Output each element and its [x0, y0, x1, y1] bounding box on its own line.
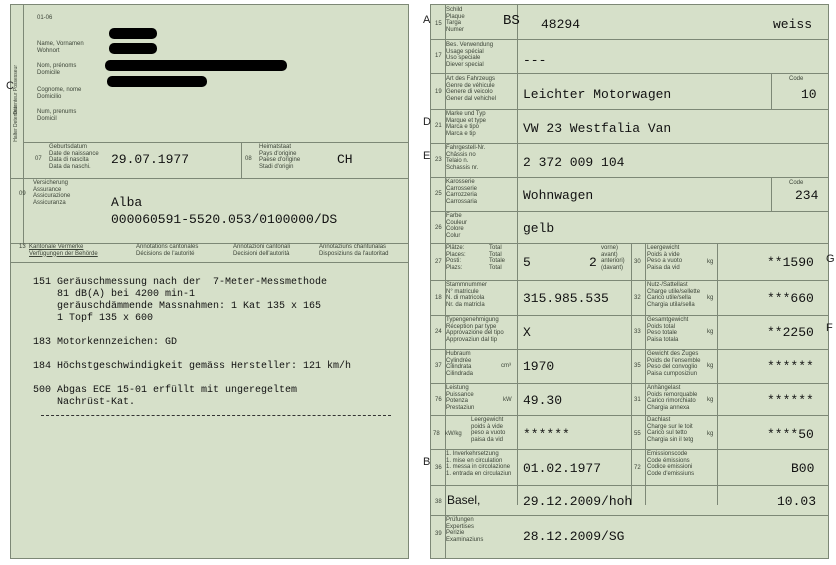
redacted-name-2 — [109, 43, 157, 54]
f72-num: 72 — [634, 465, 641, 471]
f36-num: 36 — [435, 465, 442, 471]
trailer-kg: kg — [707, 397, 714, 403]
side-label-owner: Détenteur Possesseur — [13, 65, 19, 115]
payload-kg: kg — [707, 295, 714, 301]
f17-num: 17 — [435, 53, 442, 59]
make-type: VW 23 Westfalia Van — [523, 121, 672, 136]
annotation-line — [33, 349, 351, 361]
roof-load: ****50 — [767, 427, 814, 442]
power: 49.30 — [523, 393, 563, 408]
name-label: Name, Vornamen Wohnort — [37, 41, 84, 54]
make-label: Marke und Typ Marque et type Marca e tipo Marca e tip — [446, 111, 487, 137]
marker-a: A — [423, 14, 431, 26]
annotation-line: Nachrüst-Kat. — [33, 397, 136, 408]
plate-number: 48294 — [541, 17, 581, 32]
power-weight-unit: kW/kg — [445, 431, 462, 437]
f32-num: 32 — [634, 295, 641, 301]
redacted-address-1 — [105, 60, 287, 71]
annotations-fr-label: Annotations cantonales Décisions de l'autorité — [136, 244, 199, 257]
seats-total-label: Total Total Totale Total — [489, 245, 506, 271]
annotations-it-label: Annotazioni cantonali Decisioni dell'autorità — [233, 244, 291, 257]
body-label: Karosserie Carrosserie Carrozzeria Carrossaria — [446, 179, 478, 205]
annotation-line: 184 Höchstgeschwindigkeit gemäss Hersteller: 121 km/h — [33, 361, 352, 372]
left-card — [10, 4, 409, 559]
birth-date-value: 29.07.1977 — [111, 152, 190, 167]
body-code-label: Code — [789, 180, 804, 186]
power-weight-ratio: ****** — [523, 427, 570, 442]
body-type: Wohnwagen — [523, 188, 594, 203]
inspection-label: Prüfungen Expertises Perizie Examinaziuns — [446, 517, 484, 543]
trailer-label: Anhängelast Poids remorquable Carico rimorchiato Chargia annexa — [647, 385, 698, 411]
empty-weight-kg: kg — [707, 259, 714, 265]
plate-canton: BS — [503, 13, 520, 29]
name-rm-label: Num, prenums Domicil — [37, 109, 77, 122]
annotation-line: 183 Motorkennzeichen: GD — [33, 337, 178, 348]
f33-num: 33 — [634, 329, 641, 335]
train-weight-kg: kg — [707, 363, 714, 369]
f76-num: 76 — [435, 397, 442, 403]
f19-num: 19 — [435, 89, 442, 95]
marker-g: G — [826, 253, 835, 265]
f30-num: 30 — [634, 259, 641, 265]
nom-label: Nom, prénoms Domicile — [37, 63, 77, 76]
seats-label: Plätze: Places: Posti: Plazs: — [446, 245, 466, 271]
matricule-number: 315.985.535 — [523, 291, 609, 306]
birth-num: 07 — [35, 156, 42, 162]
annotations-de-label: Kantonale Vermerke Verfügungen der Behörde — [29, 244, 98, 257]
f26-num: 26 — [435, 225, 442, 231]
kind-code: 10 — [801, 87, 817, 102]
side-label-holder: Halter Detenteur — [13, 105, 19, 142]
payload-label: Nutz-/Sattellast Charge utile/sellette Carico utile/sella Chargia utila/sella — [647, 282, 701, 308]
insurance-number: 000060591-5520.053/0100000/DS — [111, 212, 338, 227]
type-approval-label: Typengenehmigung Réception par type Approvazione del tipo Approvaziun dal tip — [446, 317, 504, 343]
displacement-unit: cm³ — [501, 363, 511, 369]
matricule-label: Stammnummer N° matricule N. di matricola Nr. da matricla — [446, 282, 488, 308]
usage-value: --- — [523, 53, 547, 68]
power-label: Leistung Puissance Potenza Prestaziun — [446, 385, 475, 411]
chassis-label: Fahrgestell-Nr. Châssis no Telaio n. Schassis nr. — [446, 145, 486, 171]
origin-num: 08 — [245, 156, 252, 162]
insurance-name: Alba — [111, 195, 143, 210]
annotation-line — [33, 325, 351, 337]
annotation-line: 1 Topf 135 x 600 — [33, 313, 154, 324]
origin-value: CH — [337, 152, 353, 167]
power-weight-label: Leergewicht poids à vide peso a vuoto paisa da vid — [471, 417, 506, 443]
displacement-label: Hubraum Cylindrée Cilindrata Cilindrada — [446, 351, 474, 377]
f15-num: 15 — [435, 21, 442, 27]
seats-front-label: vorne) avant) anteriori) (davant) — [601, 245, 625, 271]
birth-label: Geburtsdatum Date de naissance Data di nascita Data da naschi. — [49, 144, 99, 170]
issue-number: 10.03 — [777, 494, 817, 509]
displacement: 1970 — [523, 359, 555, 374]
marker-d: D — [423, 116, 431, 128]
f23-num: 23 — [435, 157, 442, 163]
first-registration: 01.02.1977 — [523, 461, 602, 476]
right-card — [430, 4, 829, 559]
field-01-06-number: 01-06 — [37, 15, 53, 21]
issue-date: 29.12.2009/hoh — [523, 494, 633, 509]
f39-num: 39 — [435, 531, 442, 537]
first-reg-label: 1. Inverkehrsetzung 1. mise en circulation 1. messa in circolazione 1. entrada en circulaziun — [446, 451, 512, 477]
f18-num: 18 — [435, 295, 442, 301]
annotation-line — [33, 373, 351, 385]
type-approval: X — [523, 325, 531, 340]
f38-num: 38 — [435, 499, 442, 505]
f78-num: 78 — [433, 431, 440, 437]
chassis-number: 2 372 009 104 — [523, 155, 625, 170]
f24-num: 24 — [435, 329, 442, 335]
f21-num: 21 — [435, 123, 442, 129]
plate-color: weiss — [773, 17, 813, 32]
origin-label: Heimatstaat Pays d'origine Paese d'origine Stadi d'origin — [259, 144, 301, 170]
f31-num: 31 — [634, 397, 641, 403]
kind-label: Art des Fahrzeugs Genre de véhicule Genere di veicolo Gener dal vehichel — [446, 76, 497, 102]
f27-num: 27 — [435, 259, 442, 265]
seats-total: 5 — [523, 255, 531, 270]
annotation-line: geräuschdämmende Massnahmen: 1 Kat 135 x 165 — [33, 301, 322, 312]
marker-b: B — [423, 456, 431, 468]
marker-f: F — [826, 322, 833, 334]
empty-weight-label: Leergewicht Poids à vide Peso a vuoto Paisa da vid — [647, 245, 683, 271]
plate-label: Schild Plaque Targa Numer — [446, 7, 465, 33]
f35-num: 35 — [634, 363, 641, 369]
payload-value: ***660 — [767, 291, 814, 306]
annotations-end-dashes — [41, 415, 391, 416]
total-weight-label: Gesamtgewicht Poids total Peso totale Paisa totala — [647, 317, 689, 343]
marker-e: E — [423, 150, 431, 162]
f25-num: 25 — [435, 191, 442, 197]
power-unit: kW — [503, 397, 512, 403]
annotations-rm-label: Annotaziuns chantunalas Disposiziuns da l'autoritad — [319, 244, 389, 257]
color-value: gelb — [523, 221, 555, 236]
roof-label: Dachlast Charge sur le toit Carico sul tetto Chargia sin il tetg — [647, 417, 694, 443]
emission-code: B00 — [791, 461, 815, 476]
seats-front: 2 — [589, 255, 597, 270]
trailer-load: ****** — [767, 393, 814, 408]
body-code: 234 — [795, 188, 819, 203]
annotations-notes — [33, 277, 351, 409]
marker-c: C — [6, 80, 14, 92]
annotation-line: 500 Abgas ECE 15-01 erfüllt mit ungeregeltem — [33, 385, 298, 396]
cognome-label: Cognome, nome Domicilio — [37, 87, 82, 100]
issue-place: Basel, — [447, 493, 481, 507]
annotation-line: 151 Geräuschmessung nach der 7-Meter-Messmethode — [33, 277, 328, 288]
redacted-name-1 — [109, 28, 157, 39]
color-label: Farbe Couleur Colore Colur — [446, 213, 468, 239]
kind-code-label: Code — [789, 76, 804, 82]
train-weight: ****** — [767, 359, 814, 374]
empty-weight: **1590 — [767, 255, 814, 270]
vehicle-kind: Leichter Motorwagen — [523, 87, 672, 102]
usage-label: Bes. Verwendung Usage spécial Uso speciale Diever special — [446, 42, 494, 68]
annotations-num: 13 — [19, 244, 26, 250]
total-weight-kg: kg — [707, 329, 714, 335]
f55-num: 55 — [634, 431, 641, 437]
insurance-num: 09 — [19, 191, 26, 197]
inspection-date: 28.12.2009/SG — [523, 529, 625, 544]
roof-kg: kg — [707, 431, 714, 437]
insurance-label: Versicherung Assurance Assicurazione Assicuranza — [33, 180, 71, 206]
redacted-address-2 — [107, 76, 207, 87]
total-weight: **2250 — [767, 325, 814, 340]
emission-label: Emissionscode Code émissions Codice emissioni Code d'emissiuns — [647, 451, 695, 477]
train-weight-label: Gewicht des Zuges Poids de l'ensemble Peso del convoglio Paisa cumposiziun — [647, 351, 701, 377]
annotation-line: 81 dB(A) bei 4200 min-1 — [33, 289, 196, 300]
f37-num: 37 — [435, 363, 442, 369]
